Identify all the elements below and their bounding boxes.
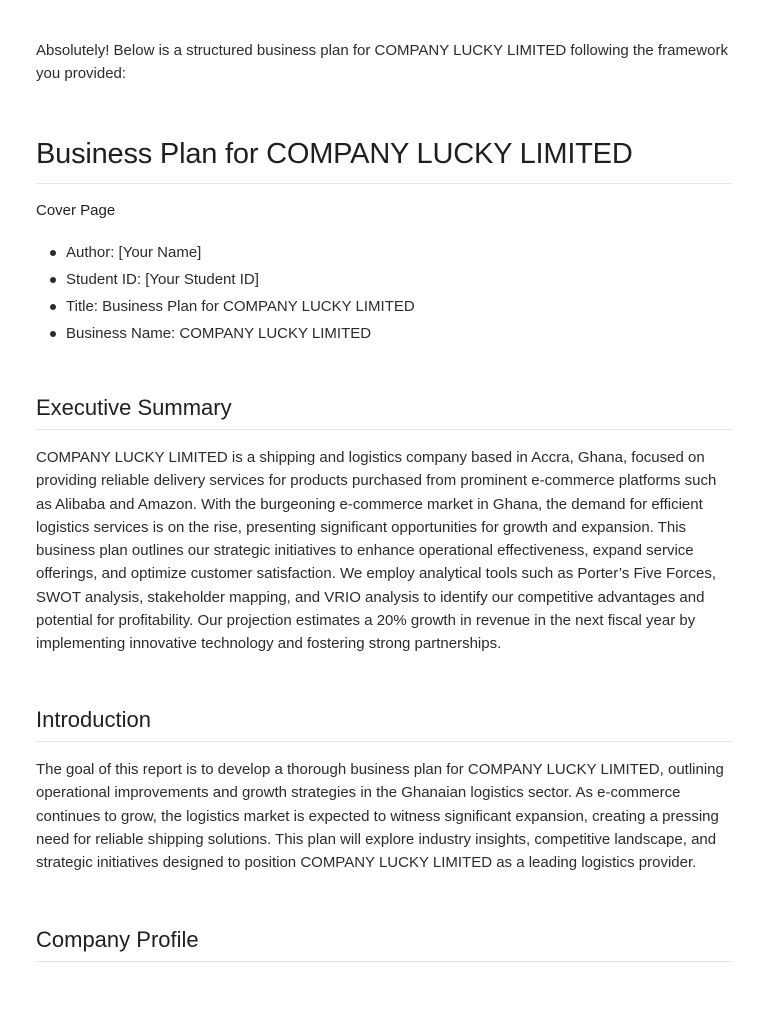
section-divider bbox=[36, 741, 732, 742]
cover-page-label: Cover Page bbox=[36, 202, 116, 219]
executive-summary-heading: Executive Summary bbox=[36, 395, 232, 420]
section-divider bbox=[36, 429, 732, 430]
list-item: Business Name: COMPANY LUCKY LIMITED bbox=[36, 320, 732, 347]
page-title: Business Plan for COMPANY LUCKY LIMITED bbox=[36, 138, 633, 170]
executive-summary-paragraph: COMPANY LUCKY LIMITED is a shipping and logistics company based in Accra, Ghana, focused on providing reliable delivery services for products purchased from prominent e-commerce platforms such as Alibaba and Amazon. With the burgeoning e-commerce market in Ghana, the demand for efficient logistics services is on the rise, presenting significant opportunities for growth and expansion. This business plan outlines our strategic initiatives to enhance operational effectiveness, expand service offerings, and optimize customer satisfaction. We employ analytical tools such as Porter’s Five Forces, SWOT analysis, stakeholder mapping, and VRIO analysis to identify our competitive advantages and potential for profitability. Our projection estimates a 20% growth in revenue in the next fiscal year by implementing innovative technology and fostering strong partnerships. bbox=[36, 449, 717, 653]
list-item: Student ID: [Your Student ID] bbox=[36, 266, 732, 293]
list-item: Author: [Your Name] bbox=[36, 239, 732, 266]
introduction-paragraph: The goal of this report is to develop a thorough business plan for COMPANY LUCKY LIMITED, outlining operational improvements and growth strategies in the Ghanaian logistics sector. As e-commerce continues to grow, the logistics market is expected to witness significant expansion, creating a pressing need for reliable shipping solutions. This plan will explore industry insights, competitive landscape, and strategic initiatives designed to position COMPANY LUCKY LIMITED as a leading logistics provider. bbox=[36, 761, 724, 872]
cover-page-list bbox=[36, 239, 732, 347]
list-item: Title: Business Plan for COMPANY LUCKY LIMITED bbox=[36, 293, 732, 320]
title-divider bbox=[36, 183, 732, 184]
intro-paragraph: Absolutely! Below is a structured business plan for COMPANY LUCKY LIMITED following the framework you provided: bbox=[36, 42, 728, 82]
introduction-heading: Introduction bbox=[36, 707, 151, 732]
company-profile-heading: Company Profile bbox=[36, 927, 199, 952]
section-divider bbox=[36, 961, 732, 962]
